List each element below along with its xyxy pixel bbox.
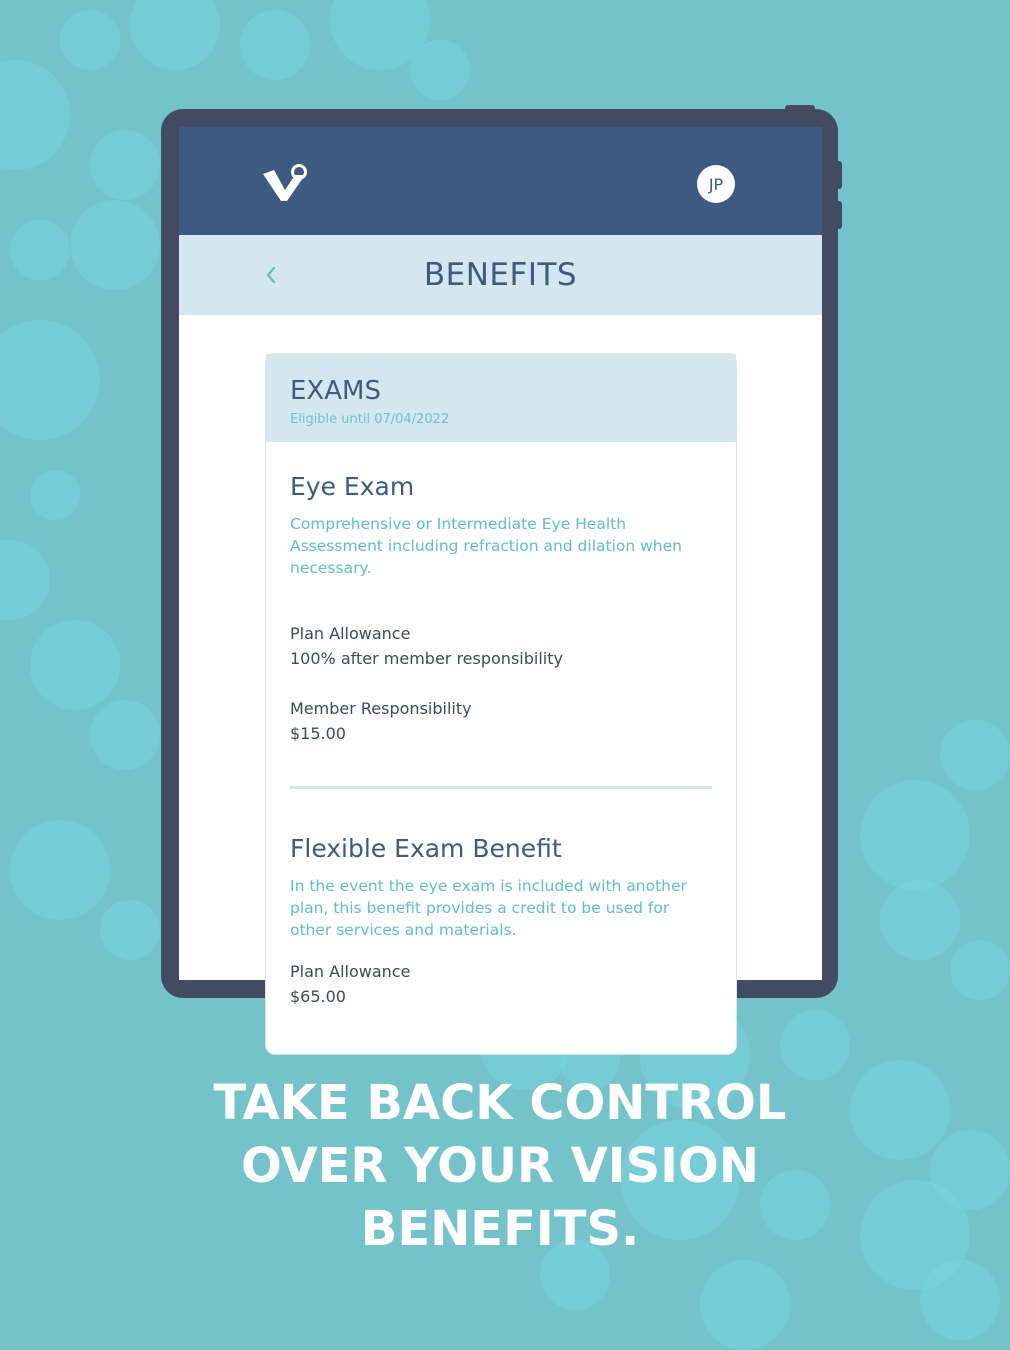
- marketing-tagline: [0, 1072, 1000, 1261]
- exams-card: [265, 353, 737, 1055]
- field-label: Plan Allowance: [290, 962, 411, 981]
- tagline-line: BENEFITS.: [360, 1201, 640, 1257]
- device-side-button: [836, 201, 842, 229]
- app-screen: [179, 127, 822, 1006]
- field-value: 100% after member responsibility: [290, 649, 563, 668]
- user-avatar[interactable]: JP: [697, 165, 735, 203]
- logo-icon[interactable]: [261, 163, 311, 205]
- field-label: Member Responsibility: [290, 699, 472, 718]
- benefit-field: [290, 959, 712, 1009]
- benefit-item: [266, 789, 736, 1009]
- device-side-button: [836, 161, 842, 189]
- app-header: [179, 127, 822, 235]
- benefit-field: [290, 696, 712, 746]
- field-label: Plan Allowance: [290, 624, 411, 643]
- eligibility-text: Eligible until 07/04/2022: [290, 412, 450, 427]
- benefit-field: [290, 621, 712, 671]
- back-chevron-icon: [264, 265, 278, 285]
- back-button[interactable]: [259, 263, 283, 287]
- card-header: [266, 354, 736, 442]
- benefit-title: Eye Exam: [290, 472, 415, 501]
- field-value: $15.00: [290, 724, 346, 743]
- card-title: EXAMS: [290, 376, 381, 406]
- benefit-title: Flexible Exam Benefit: [290, 834, 562, 863]
- field-value: $65.00: [290, 987, 346, 1006]
- benefit-description: In the event the eye exam is included with another plan, this benefit provides a credit to be used for other services and materials.: [290, 877, 687, 939]
- device-top-button: [785, 105, 815, 111]
- tagline-line: TAKE BACK CONTROL: [213, 1075, 787, 1131]
- page-header: [179, 235, 822, 315]
- page-title: BENEFITS: [423, 257, 578, 293]
- benefit-item: [266, 442, 736, 746]
- tagline-line: OVER YOUR VISION: [240, 1138, 760, 1194]
- tablet-device: [161, 109, 838, 1006]
- benefit-description: Comprehensive or Intermediate Eye Health Assessment including refraction and dilation when necessary.: [290, 515, 682, 577]
